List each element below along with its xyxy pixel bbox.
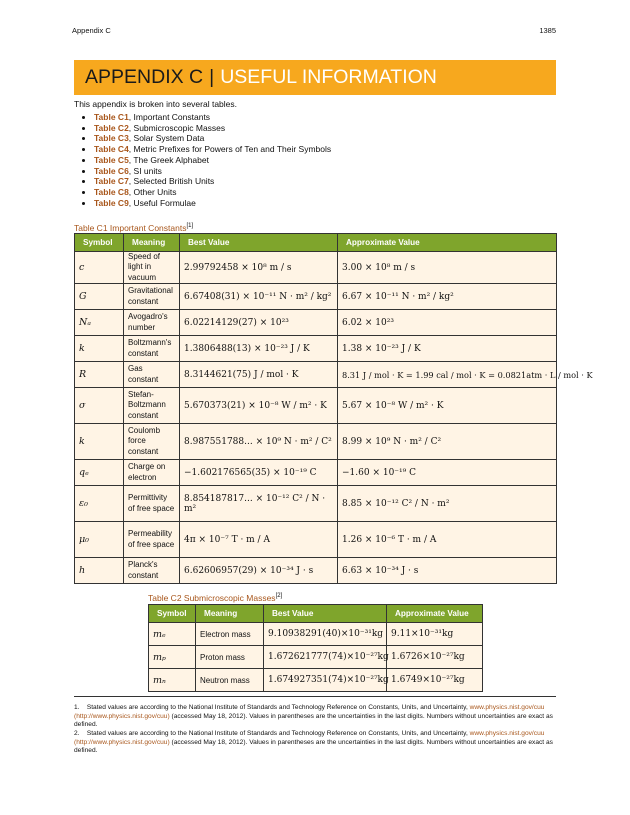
table-row bbox=[149, 646, 483, 669]
table-row bbox=[75, 284, 557, 310]
col-header-symbol: Symbol bbox=[75, 234, 124, 252]
toc-link[interactable]: Table C2 bbox=[94, 122, 129, 133]
table-row bbox=[75, 310, 557, 336]
toc-link[interactable]: Table C4 bbox=[94, 144, 129, 155]
toc-item bbox=[94, 187, 331, 198]
approx-value-cell: −1.60 × 10⁻¹⁹ C bbox=[338, 460, 557, 486]
best-value-cell: 8.3144621(75) J / mol · K bbox=[180, 362, 338, 388]
meaning-cell: Charge on electron bbox=[124, 460, 180, 486]
best-value-cell: 8.987551788... × 10⁹ N · m² / C² bbox=[180, 424, 338, 460]
table-c2-title: Table C2 Submicroscopic Masses bbox=[148, 593, 276, 603]
toc-text: , Useful Formulae bbox=[128, 197, 196, 208]
toc-item bbox=[94, 155, 331, 166]
important-constants-table bbox=[74, 233, 593, 584]
symbol-cell: σ bbox=[75, 388, 124, 424]
table-row bbox=[75, 336, 557, 362]
table-row bbox=[75, 522, 557, 558]
footnote-rest: (accessed May 18, 2012). Values in parentheses are the uncertainties in the last digits. Numbers without uncertainties are exact as defined. bbox=[74, 712, 553, 729]
toc-link[interactable]: Table C7 bbox=[94, 176, 129, 187]
symbol-cell: ε₀ bbox=[75, 486, 124, 522]
approx-value-cell: 1.38 × 10⁻²³ J / K bbox=[338, 336, 557, 362]
table-row bbox=[149, 669, 483, 692]
best-value-cell: 6.62606957(29) × 10⁻³⁴ J · s bbox=[180, 558, 338, 584]
best-value-cell: 1.672621777(74)×10⁻²⁷kg bbox=[264, 646, 387, 669]
table-row bbox=[75, 252, 557, 284]
footnote-2 bbox=[74, 730, 558, 756]
table-c1-caption bbox=[74, 223, 193, 233]
col-header-approx-value: Approximate Value bbox=[387, 605, 483, 623]
banner-title: APPENDIX C bbox=[85, 66, 204, 88]
toc-link[interactable]: Table C8 bbox=[94, 186, 129, 197]
approx-value-cell: 1.6749×10⁻²⁷kg bbox=[387, 669, 483, 692]
meaning-cell: Permeability of free space bbox=[124, 522, 180, 558]
footnote-number: 2. bbox=[74, 730, 80, 737]
symbol-cell: c bbox=[75, 252, 124, 284]
symbol-cell: k bbox=[75, 336, 124, 362]
toc-link[interactable]: Table C9 bbox=[94, 197, 129, 208]
best-value-cell: 1.674927351(74)×10⁻²⁷kg bbox=[264, 669, 387, 692]
table-c1-title: Table C1 Important Constants bbox=[74, 223, 187, 233]
toc-text: , Other Units bbox=[128, 186, 177, 197]
col-header-meaning: Meaning bbox=[124, 234, 180, 252]
toc-link[interactable]: Table C6 bbox=[94, 165, 129, 176]
approx-value-cell: 9.11×10⁻³¹kg bbox=[387, 623, 483, 646]
table-row bbox=[75, 460, 557, 486]
col-header-meaning: Meaning bbox=[196, 605, 264, 623]
toc-item bbox=[94, 198, 331, 209]
toc-text: , Submicroscopic Masses bbox=[128, 122, 226, 133]
approx-value-cell: 3.00 × 10⁸ m / s bbox=[338, 252, 557, 284]
banner-subtitle: USEFUL INFORMATION bbox=[220, 66, 437, 88]
meaning-cell: Gravitational constant bbox=[124, 284, 180, 310]
footnote-ref-2[interactable]: [2] bbox=[275, 593, 283, 600]
toc-text: , Selected British Units bbox=[128, 176, 215, 187]
banner-separator: | bbox=[209, 66, 215, 88]
best-value-cell: 4π × 10⁻⁷ T · m / A bbox=[180, 522, 338, 558]
col-header-best-value: Best Value bbox=[264, 605, 387, 623]
footnote-link[interactable]: www.physics.nist.gov/cuu bbox=[469, 704, 545, 711]
footnote-divider bbox=[74, 696, 556, 697]
toc-text: , Important Constants bbox=[128, 112, 211, 122]
col-header-symbol: Symbol bbox=[149, 605, 196, 623]
approx-value-cell: 1.6726×10⁻²⁷kg bbox=[387, 646, 483, 669]
symbol-cell: mₑ bbox=[149, 623, 196, 646]
meaning-cell: Stefan-Boltzmann constant bbox=[124, 388, 180, 424]
symbol-cell: qₑ bbox=[75, 460, 124, 486]
toc-link[interactable]: Table C1 bbox=[94, 112, 129, 122]
toc-item bbox=[94, 176, 331, 187]
approx-value-cell: 8.99 × 10⁹ N · m² / C² bbox=[338, 424, 557, 460]
meaning-cell: Boltzmann's constant bbox=[124, 336, 180, 362]
table-row bbox=[75, 388, 557, 424]
footnote-link-full[interactable]: (http://www.physics.nist.gov/cuu) bbox=[74, 738, 170, 746]
meaning-cell: Coulomb force constant bbox=[124, 424, 180, 460]
approx-value-cell: 6.02 × 10²³ bbox=[338, 310, 557, 336]
meaning-cell: Planck's constant bbox=[124, 558, 180, 584]
meaning-cell: Neutron mass bbox=[196, 669, 264, 692]
approx-value-cell: 8.31 J / mol · K = 1.99 cal / mol · K = 0.0821atm · L / mol · K bbox=[338, 362, 557, 388]
table-row bbox=[75, 486, 557, 522]
toc-item bbox=[94, 133, 331, 144]
footnote-lead: Stated values are according to the National Institute of Standards and Technology Reference on Constants, Units, and Uncertainty, bbox=[86, 730, 468, 737]
toc-link[interactable]: Table C5 bbox=[94, 154, 129, 165]
best-value-cell: 6.67408(31) × 10⁻¹¹ N · m² / kg² bbox=[180, 284, 338, 310]
approx-value-cell: 6.67 × 10⁻¹¹ N · m² / kg² bbox=[338, 284, 557, 310]
toc-item bbox=[94, 123, 331, 134]
col-header-best-value: Best Value bbox=[180, 234, 338, 252]
col-header-approx-value: Approximate Value bbox=[338, 234, 557, 252]
best-value-cell: 1.3806488(13) × 10⁻²³ J / K bbox=[180, 336, 338, 362]
table-c2-caption bbox=[148, 593, 282, 603]
meaning-cell: Electron mass bbox=[196, 623, 264, 646]
best-value-cell: 9.10938291(40)×10⁻³¹kg bbox=[264, 623, 387, 646]
approx-value-cell: 1.26 × 10⁻⁶ T · m / A bbox=[338, 522, 557, 558]
symbol-cell: Nₐ bbox=[75, 310, 124, 336]
best-value-cell: 8.854187817... × 10⁻¹² C² / N · m² bbox=[180, 486, 338, 522]
approx-value-cell: 5.67 × 10⁻⁸ W / m² · K bbox=[338, 388, 557, 424]
best-value-cell: −1.602176565(35) × 10⁻¹⁹ C bbox=[180, 460, 338, 486]
table-row bbox=[75, 362, 557, 388]
best-value-cell: 2.99792458 × 10⁸ m / s bbox=[180, 252, 338, 284]
meaning-cell: Proton mass bbox=[196, 646, 264, 669]
footnote-ref-1[interactable]: [1] bbox=[186, 223, 194, 230]
symbol-cell: R bbox=[75, 362, 124, 388]
toc-text: , Solar System Data bbox=[128, 133, 205, 144]
footnote-1 bbox=[74, 704, 558, 730]
submicroscopic-masses-table bbox=[148, 604, 483, 692]
symbol-cell: mₚ bbox=[149, 646, 196, 669]
page-number: 1385 bbox=[539, 26, 556, 35]
best-value-cell: 6.02214129(27) × 10²³ bbox=[180, 310, 338, 336]
table-list bbox=[82, 112, 331, 208]
symbol-cell: G bbox=[75, 284, 124, 310]
meaning-cell: Speed of light in vacuum bbox=[124, 252, 180, 284]
intro-paragraph: This appendix is broken into several tables. bbox=[74, 99, 238, 109]
footnote-lead: Stated values are according to the National Institute of Standards and Technology Reference on Constants, Units, and Uncertainty, bbox=[86, 704, 468, 711]
symbol-cell: mₙ bbox=[149, 669, 196, 692]
approx-value-cell: 8.85 × 10⁻¹² C² / N · m² bbox=[338, 486, 557, 522]
symbol-cell: h bbox=[75, 558, 124, 584]
table-row bbox=[149, 623, 483, 646]
footnote-link[interactable]: www.physics.nist.gov/cuu bbox=[469, 730, 545, 737]
best-value-cell: 5.670373(21) × 10⁻⁸ W / m² · K bbox=[180, 388, 338, 424]
footnote-rest: (accessed May 18, 2012). Values in parentheses are the uncertainties in the last digits. Numbers without uncertainties are exact as defined. bbox=[74, 738, 553, 755]
symbol-cell: μ₀ bbox=[75, 522, 124, 558]
toc-item bbox=[94, 144, 331, 155]
meaning-cell: Permittivity of free space bbox=[124, 486, 180, 522]
toc-text: , Metric Prefixes for Powers of Ten and Their Symbols bbox=[128, 144, 332, 155]
toc-text: , SI units bbox=[128, 165, 162, 176]
footnote-number: 1. bbox=[74, 704, 80, 711]
toc-link[interactable]: Table C3 bbox=[94, 133, 129, 144]
chapter-banner bbox=[74, 60, 556, 95]
running-header-title: Appendix C bbox=[72, 26, 111, 35]
footnote-link-full[interactable]: (http://www.physics.nist.gov/cuu) bbox=[74, 712, 170, 720]
symbol-cell: k bbox=[75, 424, 124, 460]
table-row bbox=[75, 558, 557, 584]
meaning-cell: Gas constant bbox=[124, 362, 180, 388]
toc-item bbox=[94, 166, 331, 177]
table-row bbox=[75, 424, 557, 460]
approx-value-cell: 6.63 × 10⁻³⁴ J · s bbox=[338, 558, 557, 584]
meaning-cell: Avogadro's number bbox=[124, 310, 180, 336]
toc-item bbox=[94, 112, 331, 123]
toc-text: , The Greek Alphabet bbox=[128, 154, 209, 165]
